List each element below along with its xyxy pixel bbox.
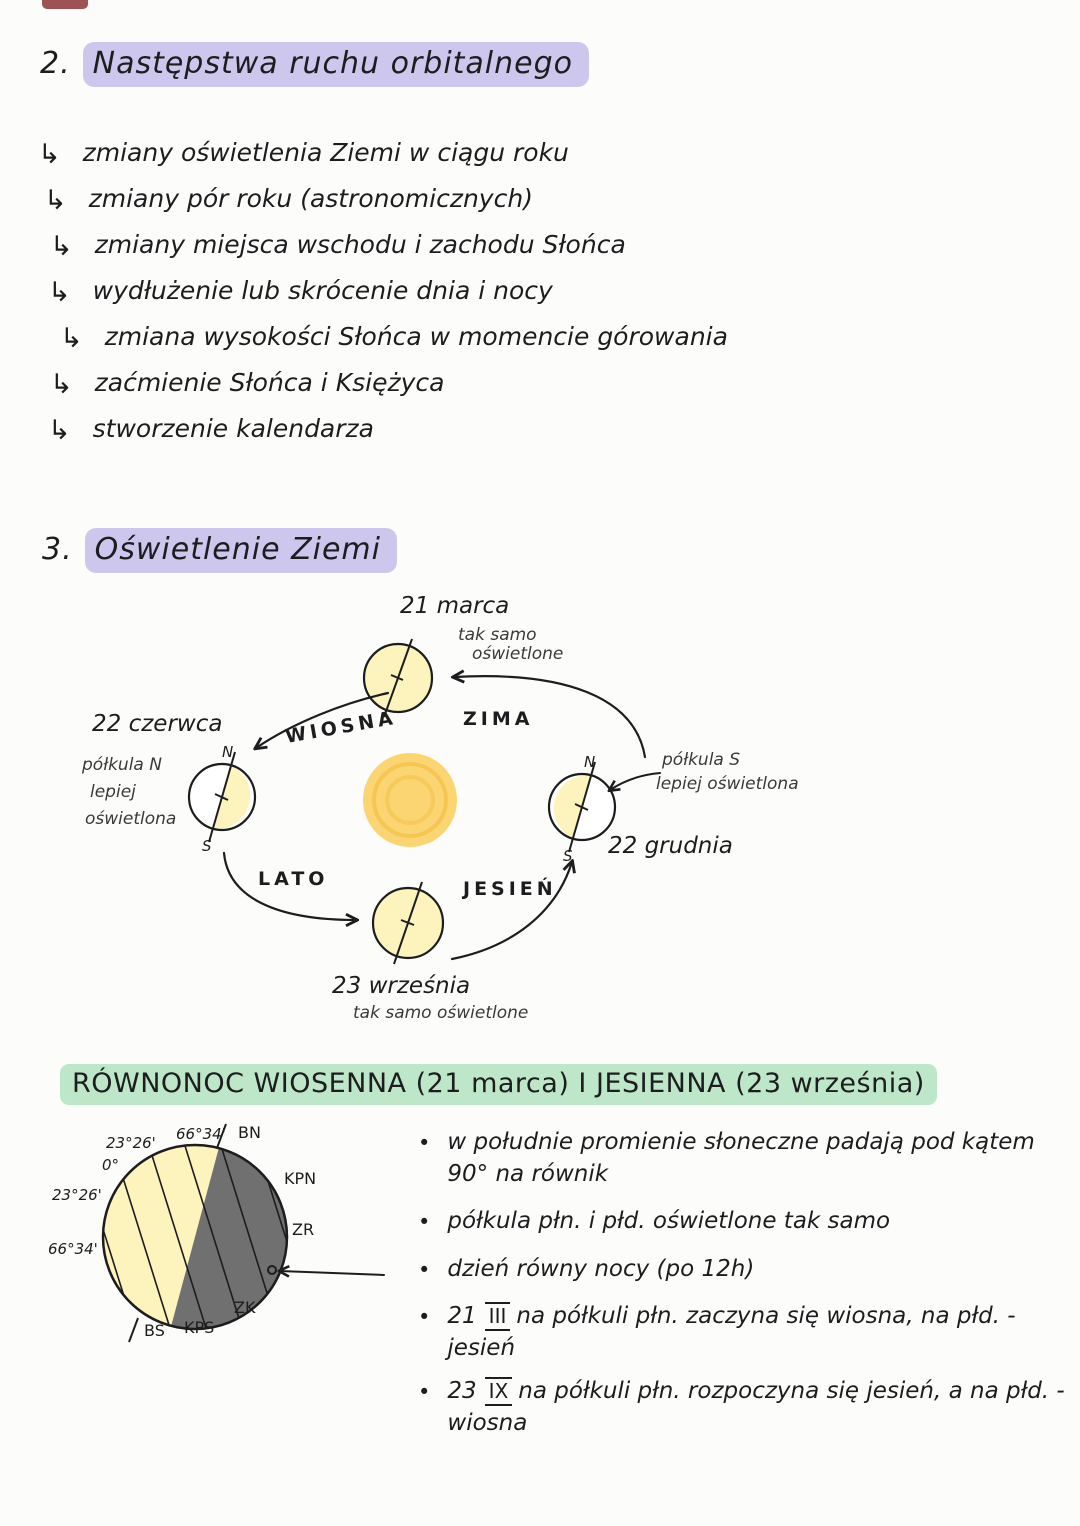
list-item-text: stworzenie kalendarza (92, 414, 374, 443)
date-21-march: 21 marca (400, 593, 510, 619)
equinox-heading-text: RÓWNONOC WIOSENNA (21 marca) I JESIENNA (23 września) (60, 1064, 937, 1105)
page-corner-mark (42, 0, 88, 9)
bullet-dot-icon: • (418, 1131, 431, 1155)
equinox-heading (60, 1068, 937, 1099)
arrow-bullet-icon: ↳ (60, 323, 83, 354)
bullet-item (418, 1205, 1074, 1237)
equinox-bullets (418, 1126, 1074, 1455)
list-item (38, 368, 728, 399)
list-item-text: zmiany miejsca wschodu i zachodu Słońca (94, 230, 626, 259)
bullet-date: 23 (447, 1378, 477, 1405)
roman-numeral-month: III (485, 1302, 511, 1331)
list-item-text: zmiany pór roku (astronomicznych) (88, 184, 533, 213)
note-right-1: półkula S (662, 750, 741, 770)
season-winter-label: ZIMA (463, 708, 534, 730)
bullet-date: 21 (447, 1302, 477, 1329)
globe-zk-label: ZK (234, 1298, 256, 1317)
pointer-arrow-polkula-s (610, 773, 660, 790)
section2-number: 2. (40, 46, 71, 81)
bullet-dot-icon: • (418, 1210, 431, 1235)
date-22-june: 22 czerwca (92, 711, 223, 737)
globe-kps-label: KPS (184, 1318, 215, 1337)
note-left-3: oświetlona (85, 809, 177, 829)
section3-number: 3. (42, 532, 73, 567)
season-autumn-label: JESIEŃ (463, 878, 557, 900)
globe-angle-23-left: 23°26' (52, 1186, 102, 1204)
section3-title: Oświetlenie Ziemi (85, 528, 397, 573)
arrow-bullet-icon: ↳ (38, 139, 61, 170)
globe-zero-label: 0° (102, 1156, 120, 1174)
bullet-text (447, 1300, 1074, 1364)
note-right-2: lepiej oświetlona (656, 774, 799, 794)
list-item (38, 184, 728, 215)
list-item (38, 276, 728, 307)
section3-heading (42, 532, 397, 567)
globe-bs-label: BS (144, 1321, 165, 1340)
section2-title: Następstwa ruchu orbitalnego (83, 42, 589, 87)
globe-zr-label: ZR (292, 1220, 315, 1239)
bullet-rest: na półkuli płn. zaczyna się wiosna, na płd. - jesień (447, 1302, 1016, 1361)
equinox-globe-diagram (28, 1112, 438, 1362)
earth-22-december (549, 753, 615, 865)
list-item-text: wydłużenie lub skrócenie dnia i nocy (92, 276, 553, 305)
season-spring-label: WIOSNA (283, 706, 399, 748)
globe-bn-label: BN (238, 1123, 261, 1142)
bullet-text: dzień równy nocy (po 12h) (447, 1255, 755, 1282)
globe-angle-66-left: 66°34' (48, 1240, 98, 1258)
note-top-2: oświetlone (472, 644, 564, 664)
arrow-bullet-icon: ↳ (50, 231, 73, 262)
bullet-item (418, 1126, 1074, 1190)
globe (68, 1117, 384, 1357)
bullet-rest: na półkuli płn. rozpoczyna się jesień, a na płd. - wiosna (447, 1378, 1065, 1437)
globe-angle-23-top: 23°26' (106, 1134, 156, 1152)
bullet-text (447, 1375, 1074, 1439)
globe-angle-66-top: 66°34' (176, 1125, 226, 1143)
south-pole-label: S (202, 837, 212, 855)
globe-kpn-label: KPN (284, 1169, 317, 1188)
bullet-text: półkula płn. i płd. oświetlone tak samo (447, 1208, 891, 1235)
bullet-item (418, 1300, 1074, 1364)
date-23-september: 23 września (332, 973, 471, 999)
bullet-item (418, 1253, 1074, 1285)
bullet-dot-icon: • (418, 1380, 431, 1405)
north-pole-label: N (222, 743, 234, 761)
earth-22-june (189, 743, 255, 855)
list-item (38, 414, 728, 445)
south-pole-label: S (563, 847, 573, 865)
arrow-bullet-icon: ↳ (44, 185, 67, 216)
bullet-dot-icon: • (418, 1257, 431, 1282)
list-item-text: zmiana wysokości Słońca w momencie górowania (104, 322, 728, 351)
note-left-2: lepiej (90, 782, 136, 802)
note-left-1: półkula N (82, 755, 162, 775)
sun (363, 753, 457, 847)
list-item-text: zmiany oświetlenia Ziemi w ciągu roku (82, 138, 569, 167)
date-22-december: 22 grudnia (608, 833, 733, 859)
roman-numeral-month: IX (485, 1377, 513, 1406)
bullet-item (418, 1375, 1074, 1439)
arrow-bullet-icon: ↳ (48, 277, 71, 308)
earth-21-march (364, 639, 432, 717)
north-pole-label: N (584, 753, 596, 771)
arrow-bullet-icon: ↳ (48, 415, 71, 446)
note-top-1: tak samo (458, 625, 537, 645)
orbit-diagram (60, 585, 830, 1045)
list-item (38, 322, 728, 353)
season-summer-label: LATO (258, 868, 329, 890)
list-item (38, 138, 728, 169)
section2-heading (40, 46, 589, 81)
section2-list (38, 138, 728, 460)
arrow-bullet-icon: ↳ (50, 369, 73, 400)
orbit-arrow-autumn (452, 862, 572, 959)
earth-23-september (373, 882, 443, 964)
list-item (38, 230, 728, 261)
bullet-text: w południe promienie słoneczne padają pod kątem 90° na równik (447, 1129, 1035, 1188)
note-bottom: tak samo oświetlone (353, 1003, 529, 1023)
list-item-text: zaćmienie Słońca i Księżyca (94, 368, 445, 397)
sun-ray-arrow (280, 1271, 384, 1275)
bullet-dot-icon: • (418, 1304, 431, 1329)
